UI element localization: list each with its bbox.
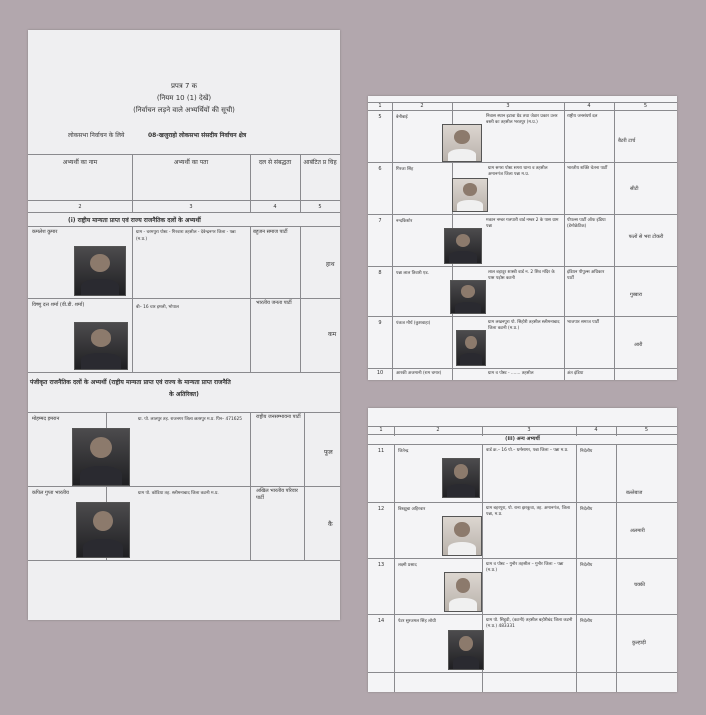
candidate-name: लक्ष्मी प्रसाद: [398, 563, 417, 568]
serial-number: 13: [377, 562, 385, 568]
candidate-address: बी– 16 चार इमली, भोपाल: [136, 305, 179, 310]
candidate-address: ग्राम व पोस्ट - ....... तहसील: [488, 371, 534, 376]
serial-number: 6: [378, 166, 382, 172]
candidate-photo: [456, 330, 486, 366]
candidate-address: ग्राम - चरमपुरा पोस्ट - गिरवारा तहसील - देवेन्द्रनगर जिला - पन्ना (म.प्र.): [136, 230, 236, 242]
col-num: 2: [436, 427, 440, 433]
candidate-name: पंकज मौर्य (कुशवाहा): [396, 321, 431, 326]
candidate-name: पेटर सुरजमल सिंह लोधी: [398, 619, 436, 624]
candidate-address: मकान नम्बर गलपारी वार्ड नम्बर 2 के पास ग्राम पन्ना: [486, 218, 559, 229]
candidate-address: ग्राम सगरा पोस्ट सगरा थाना व तहसील अमानगंज जिला पन्ना म.प्र.: [488, 166, 548, 177]
candidate-photo: [444, 228, 482, 264]
constituency-prefix: लोकसभा निर्वाचन के लिये: [68, 132, 125, 139]
col-num: 2: [78, 204, 82, 210]
col-num: 4: [587, 103, 591, 109]
serial-number: 14: [377, 618, 385, 624]
candidate-photo: [448, 630, 484, 670]
col-num: 1: [378, 103, 382, 109]
candidate-address: ग्राम पो. सिहुडी, (कटनी) तहसील बहोरीबंद जिला कटनी (म.प्र.) 483331: [486, 618, 573, 629]
section-heading: (iii) अन्य अभ्यर्थी: [505, 436, 540, 442]
candidate-photo: [452, 178, 488, 212]
serial-number: 8: [378, 270, 382, 276]
election-symbol: कैं: [328, 521, 333, 528]
candidate-photo: [74, 246, 126, 296]
election-symbol: फलों से भरा टोकरी: [628, 234, 664, 240]
form-title: प्रपत्र 7 क: [170, 82, 198, 90]
candidate-party: निर्दलीय: [580, 507, 593, 512]
candidate-address: निवास स्थान इटावा ग्रेड तथा जेठार प्रकार उत्तर बस्ती का तहसील भरतपुर (म.प्र.): [486, 114, 558, 125]
form-7a-page-left: [28, 30, 340, 620]
candidate-address: ग्रा. पो. लालपुर तह. राजनगर जिला छतरपुर म.प्र. पिन– 471625: [138, 417, 242, 422]
candidate-name: पन्ना लाल तिवारी एड.: [396, 271, 430, 276]
col-num: 5: [318, 204, 322, 210]
candidate-photo: [76, 502, 130, 558]
election-symbol: चक्की: [634, 582, 646, 588]
election-symbol: बल्लेबाज: [626, 490, 643, 496]
section-heading-cont: के अतिरिक्त): [169, 391, 199, 398]
candidate-photo: [442, 516, 482, 556]
serial-number: 11: [377, 448, 385, 454]
col-num: 5: [643, 103, 648, 109]
section-heading: पंजीकृत राजनैतिक दलों के अभ्यर्थी (राष्ट्रीय मान्यता प्राप्त एवं राज्य के मान्यता प्राप्त राजनैति: [30, 379, 231, 386]
col-num: 2: [420, 103, 424, 109]
col-num: 4: [594, 427, 598, 433]
col-num: 5: [644, 427, 649, 433]
candidate-party: अंत इंडिया: [567, 371, 584, 376]
candidate-photo: [450, 280, 486, 314]
candidate-address: ग्राम व पोस्ट – गुनौर तहसील – गुनौर जिला – पन्ना (म.प्र.): [486, 562, 564, 573]
col-header-address: अभ्यर्थी का पता: [173, 159, 209, 166]
candidate-name: बेनीबाई: [396, 115, 408, 120]
serial-number: 7: [378, 218, 382, 224]
candidate-party: निर्दलीय: [580, 619, 593, 624]
election-symbol: अलमारी: [630, 528, 645, 534]
candidate-photo: [74, 322, 128, 370]
candidate-party: राष्ट्रीय जनसम्भावना पार्टी: [256, 414, 301, 420]
col-num: 3: [189, 204, 193, 210]
candidate-party: भारतीय शक्ति चेतना पार्टी: [567, 166, 608, 171]
election-symbol: बैटरी टार्च: [618, 138, 636, 144]
election-symbol: आरी: [634, 342, 643, 348]
candidate-party: पीपल्स पार्टी ऑफ इंडिया (डेमोक्रेटिक): [567, 218, 606, 229]
candidate-photo: [72, 428, 130, 486]
form-subtitle: (निर्वाचन लड़ने वाले अभ्यर्थियों की सूची): [133, 106, 235, 114]
col-num: 3: [506, 103, 510, 109]
candidate-party: बहुजन समाज पार्टी: [253, 229, 288, 235]
candidate-name: बिरझूबा अहिरवार: [398, 507, 426, 512]
form-7a-page-right-bottom: [368, 408, 677, 692]
constituency-name: 08-खजुराहो लोकसभा संसदीय निर्वाचन क्षेत्र: [148, 132, 247, 139]
serial-number: 10: [376, 370, 384, 376]
candidate-name: कमलेश कुमार: [32, 229, 58, 235]
election-symbol: गुब्बारा: [630, 292, 643, 298]
serial-number: 9: [378, 320, 382, 326]
candidate-party: इंडियन पीपुल्स अधिकार पार्टी: [567, 270, 605, 281]
candidate-name: नन्दकिशोर: [396, 219, 413, 224]
candidate-party: अखिल भारतीय परिवार पार्टी: [256, 488, 298, 501]
candidate-name: आरकी अजमानी (राम चमार): [396, 371, 442, 376]
candidate-name: विष्णु दत्त शर्मा (वी.डी. शर्मा): [32, 302, 85, 308]
rule-reference: (नियम 10 (1) देखें): [156, 94, 212, 102]
candidate-party: भाजपार समाज पार्टी: [567, 320, 599, 325]
candidate-address: ग्राम लखनपुरा पो. सिहोरी तहसील स्लीमनाबाद जिला कटनी (म.प्र.): [488, 320, 560, 331]
election-symbol: सीटी: [630, 186, 639, 192]
election-symbol: कम: [328, 331, 337, 338]
candidate-party: निर्दलीय: [580, 563, 593, 568]
serial-number: 12: [377, 506, 385, 512]
candidate-address: वार्ड क्र.– 16 पो.– धर्मसागर, पन्ना जिला – पन्ना म.प्र.: [486, 448, 569, 453]
election-symbol: फूल: [324, 449, 333, 456]
candidate-name: गिरजा सिंह: [396, 167, 414, 172]
col-header-name: अभ्यर्थी का नाम: [62, 159, 98, 166]
candidate-name: जितेन्द्र: [398, 449, 409, 454]
candidate-party: निर्दलीय: [580, 449, 593, 454]
candidate-photo: [442, 124, 482, 162]
candidate-name: मोहम्मद इमरान: [32, 416, 60, 422]
candidate-party: भारतीय जनता पार्टी: [256, 300, 292, 306]
candidate-party: राष्ट्रीय जनसंघर्ष दल: [567, 114, 598, 119]
col-num: 1: [379, 427, 383, 433]
election-symbol: कुल्हाड़ी: [632, 640, 646, 646]
candidate-address: ग्राम बहरपुरा, पो. राना झरकुवा, तह. अमानगंज, जिला पन्ना, म.प्र.: [486, 506, 571, 517]
col-num: 4: [273, 204, 277, 210]
candidate-photo: [444, 572, 482, 612]
candidate-photo: [442, 458, 480, 498]
col-num: 3: [527, 427, 531, 433]
col-header-symbol: आबंटित प्र चिह: [303, 159, 337, 166]
col-header-party: दल से संबद्धता: [258, 159, 292, 166]
candidate-address: लाल बहादुर शास्त्री वार्ड न. 2 शिव मंदिर के पास पड़ोस कटनी: [488, 270, 555, 281]
candidate-address: ग्राम पो. कोडिया तह. स्लीमनाबाद जिला कटनी म.प्र.: [138, 491, 219, 496]
section-heading: (i) राष्ट्रीय मान्यता प्राप्त एवं राज्य राजनैतिक दलों के अभ्यर्थी: [68, 217, 201, 224]
serial-number: 5: [378, 114, 382, 120]
election-symbol: हाथ: [326, 261, 335, 268]
candidate-name: कपिल गुप्ता भारतीय: [32, 490, 69, 496]
form-7a-page-right-top: [368, 96, 677, 380]
